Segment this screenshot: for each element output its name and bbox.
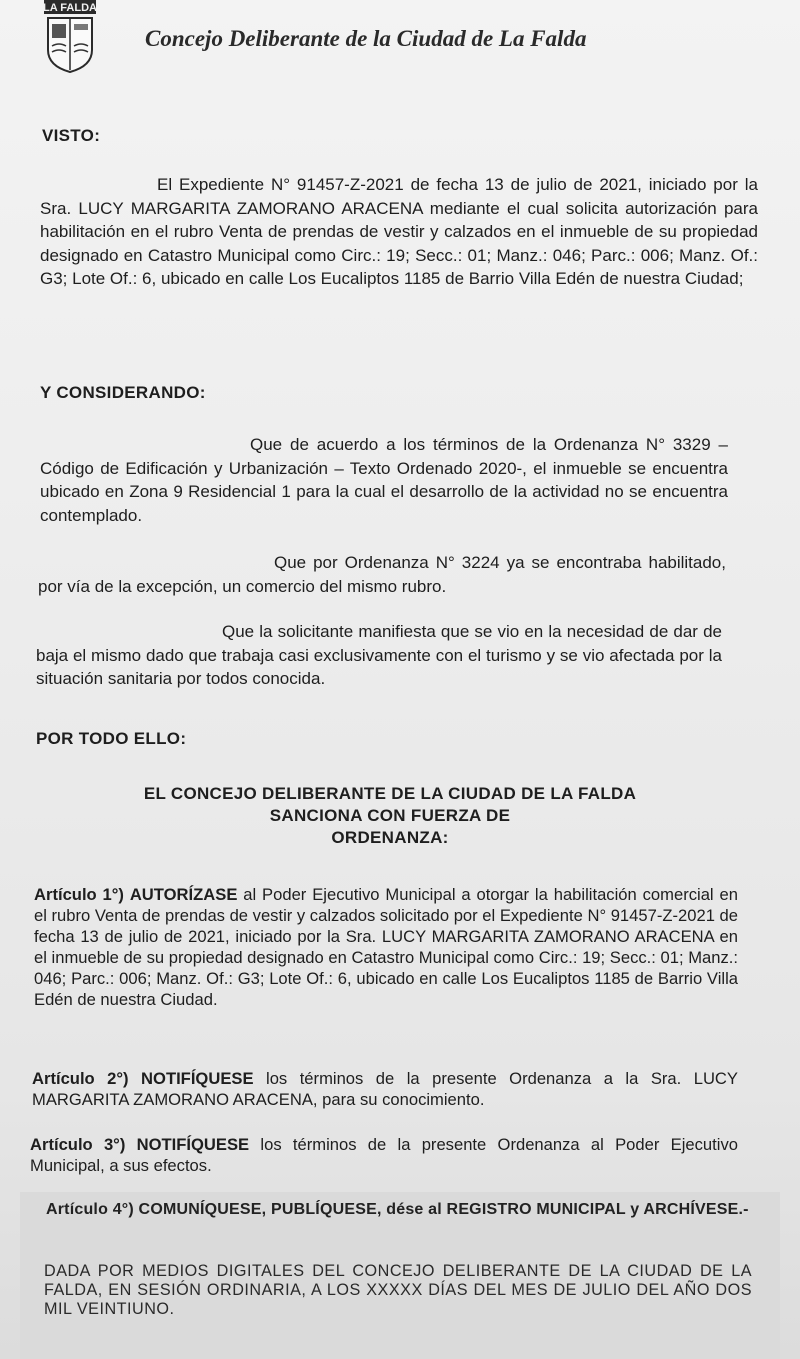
visto-paragraph: El Expediente N° 91457-Z-2021 de fecha 13 de julio de 2021, iniciado por la Sra. LUCY MARGARITA ZAMORANO ARACENA mediante el cual solicita autorización para habilitación en el rubro Venta de prendas de vestir y calzados en el inmueble de su propiedad designado en Catastro Municipal como Circ.: 19; Secc.: 01; Manz.: 046; Parc.: 006; Manz. Of.: G3; Lote Of.: 6, ubicado en calle Los Eucaliptos 1185 de Barrio Villa Edén de nuestra Ciudad; <box>40 175 758 288</box>
article-1-text: al Poder Ejecutivo Municipal a otorgar la habilitación comercial en el rubro Venta de prendas de vestir y calzados solicitado por el Expediente N° 91457-Z-2021 de fecha 13 de julio de 2021, iniciado por la Sra. LUCY MARGARITA ZAMORANO ARACENA en el inmueble de su propiedad designado en Catastro Municipal como Circ.: 19; Secc.: 01; Manz.: 046; Parc.: 006; Manz. Of.: G3; Lote Of.: 6, ubicado en calle Los Eucaliptos 1185 de Barrio Villa Edén de nuestra Ciudad. <box>34 885 739 1009</box>
article-3-verb: NOTIFÍQUESE <box>136 1135 250 1154</box>
closing-statement: DADA POR MEDIOS DIGITALES DEL CONCEJO DELIBERANTE DE LA CIUDAD DE LA FALDA, EN SESIÓN ORDINARIA, A LOS XXXXX DÍAS DEL MES DE JULIO DEL AÑO DOS MIL VEINTIUNO. <box>44 1262 752 1318</box>
article-3 <box>30 1134 738 1176</box>
article-2 <box>32 1068 738 1110</box>
svg-text:LA FALDA: LA FALDA <box>43 2 97 14</box>
article-1-label: Artículo 1°) <box>34 885 124 904</box>
sanciona-line-2: SANCIONA CON FUERZA DE <box>269 806 511 825</box>
article-2-verb: NOTIFÍQUESE <box>141 1069 254 1088</box>
considerando-paragraph-3: Que la solicitante manifiesta que se vio en la necesidad de dar de baja el mismo dado que trabaja casi exclusivamente con el turismo y se vio afectada por la situación sanitaria por todos conocida. <box>36 622 722 688</box>
article-3-text: los términos de la presente Ordenanza al Poder Ejecutivo Municipal, a sus efectos. <box>30 1135 738 1175</box>
por-todo-ello-heading: POR TODO ELLO: <box>36 729 187 748</box>
la-falda-crest-logo <box>42 0 98 74</box>
considerando-heading: Y CONSIDERANDO: <box>40 383 206 402</box>
article-1-verb: AUTORÍZASE <box>129 885 238 904</box>
visto-heading: VISTO: <box>42 126 101 145</box>
considerando-paragraph-2: Que por Ordenanza N° 3224 ya se encontraba habilitado, por vía de la excepción, un comercio del mismo rubro. <box>38 553 726 596</box>
article-2-label: Artículo 2°) <box>32 1069 129 1088</box>
considerando-paragraph-1: Que de acuerdo a los términos de la Ordenanza N° 3329 – Código de Edificación y Urbanización – Texto Ordenado 2020-, el inmueble se encuentra ubicado en Zona 9 Residencial 1 para la cual el desarrollo de la actividad no se encuentra contemplado. <box>40 435 728 525</box>
article-2-text: los términos de la presente Ordenanza a la Sra. LUCY MARGARITA ZAMORANO ARACENA, para su conocimiento. <box>32 1069 738 1109</box>
sanciona-block <box>60 783 720 849</box>
council-title: Concejo Deliberante de la Ciudad de La Falda <box>145 26 587 51</box>
article-3-label: Artículo 3°) <box>30 1135 126 1154</box>
letterhead <box>38 0 778 80</box>
sanciona-line-3: ORDENANZA: <box>331 828 449 847</box>
article-4: Artículo 4°) COMUNÍQUESE, PUBLÍQUESE, dése al REGISTRO MUNICIPAL y ARCHÍVESE.- <box>46 1201 749 1218</box>
article-1 <box>34 884 738 1010</box>
sanciona-line-1: EL CONCEJO DELIBERANTE DE LA CIUDAD DE LA FALDA <box>143 784 637 803</box>
